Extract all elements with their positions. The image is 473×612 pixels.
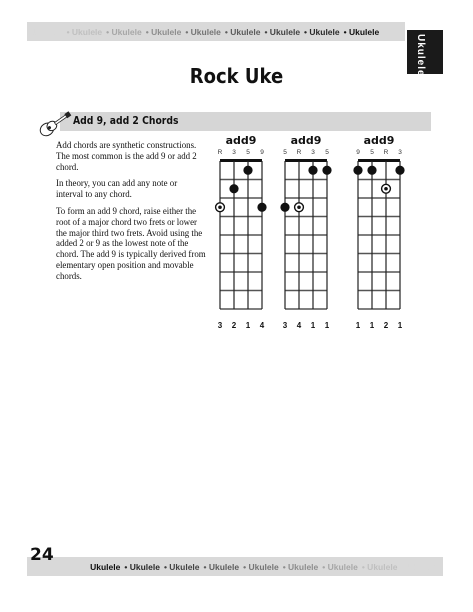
footer_band-word: • Ukulele [401, 562, 437, 572]
chord-diagram-2 [276, 145, 336, 330]
paragraph-2: In theory, you can add any note or interval to any chord. [56, 178, 178, 200]
finger-dot [322, 166, 331, 175]
finger-dot [395, 166, 404, 175]
section-title: Add 9, add 2 Chords [73, 115, 179, 127]
interval-label: 3 [311, 149, 315, 156]
chord-3-name: add9 [363, 134, 395, 147]
footer_band-word: • Ukulele [243, 562, 279, 572]
footer_band-word: • Ukulele [361, 562, 398, 572]
interval-label: R [296, 149, 302, 156]
interval-label: 5 [283, 149, 287, 156]
paragraph-3: To form an add 9 chord, raise either the root of a major chord two frets or lower the major third two frets. Avoid using the added 2 or 9 as the lowest note of the chord. The add 9 is typically derived from elementary open position and movable chords. [56, 205, 206, 281]
finger-dot [257, 203, 266, 212]
header_band-word: • Ukulele [27, 27, 63, 37]
finger-number: 1 [397, 321, 403, 330]
finger-number: 1 [324, 321, 330, 330]
root-dot-center [218, 205, 222, 209]
interval-label: R [383, 149, 389, 156]
finger-number: 2 [231, 321, 237, 330]
header_band-word: • Ukulele [343, 27, 380, 37]
page-title: Rock Uke [189, 64, 284, 88]
body-text [56, 140, 206, 288]
footer_band-word: • Ukulele [282, 562, 319, 572]
root-dot-center [384, 187, 388, 191]
finger-dot [367, 166, 376, 175]
interval-label: 3 [398, 149, 402, 156]
nut [358, 159, 400, 162]
interval-label: 5 [370, 149, 374, 156]
finger-dot [353, 166, 362, 175]
side-tab-label: Ukulele [415, 34, 426, 77]
interval-label: 5 [325, 149, 329, 156]
header-band [27, 22, 405, 41]
finger-number: 1 [355, 321, 361, 330]
header_band-word: • Ukulele [224, 27, 261, 37]
header_band-word: • Ukulele [304, 27, 340, 37]
header_band-word: • Ukulele [66, 27, 103, 37]
finger-number: 1 [245, 321, 251, 330]
finger-dot [229, 184, 238, 193]
interval-label: 9 [356, 149, 360, 156]
chord-1-name: add9 [225, 134, 257, 147]
finger-number: 1 [310, 321, 316, 330]
header_band-word: • Ukulele [264, 27, 301, 37]
nut [220, 159, 262, 162]
footer_band-word: • Ukulele [124, 562, 160, 572]
footer_band-word: • Ukulele [203, 562, 240, 572]
nut [285, 159, 327, 162]
root-dot-center [297, 205, 301, 209]
finger-dot [243, 166, 252, 175]
finger-number: 1 [369, 321, 375, 330]
chord-diagram-3 [349, 145, 409, 330]
footer_band-word: • Ukulele [163, 562, 200, 572]
finger-number: 4 [259, 321, 265, 330]
chord-diagram-1 [211, 145, 271, 330]
footer_band-word: Ukulele [90, 562, 121, 572]
footer_band-word: • Ukulele [322, 562, 358, 572]
ukulele-icon [34, 104, 74, 140]
finger-number: 4 [296, 321, 302, 330]
interval-label: 9 [260, 149, 264, 156]
finger-number: 3 [217, 321, 223, 330]
chord-2-name: add9 [290, 134, 322, 147]
interval-label: 3 [232, 149, 236, 156]
footer-band [27, 557, 443, 576]
page-number: 24 [30, 545, 54, 565]
interval-label: 5 [246, 149, 250, 156]
finger-dot [308, 166, 317, 175]
paragraph-1: Add chords are synthetic constructions. The most common is the add 9 or add 2 chord. [56, 140, 197, 172]
finger-number: 3 [282, 321, 288, 330]
header_band-word: • Ukulele [106, 27, 142, 37]
finger-number: 2 [383, 321, 389, 330]
interval-label: R [217, 149, 223, 156]
header_band-word: • Ukulele [145, 27, 182, 37]
finger-dot [280, 203, 289, 212]
header_band-word: • Ukulele [185, 27, 221, 37]
